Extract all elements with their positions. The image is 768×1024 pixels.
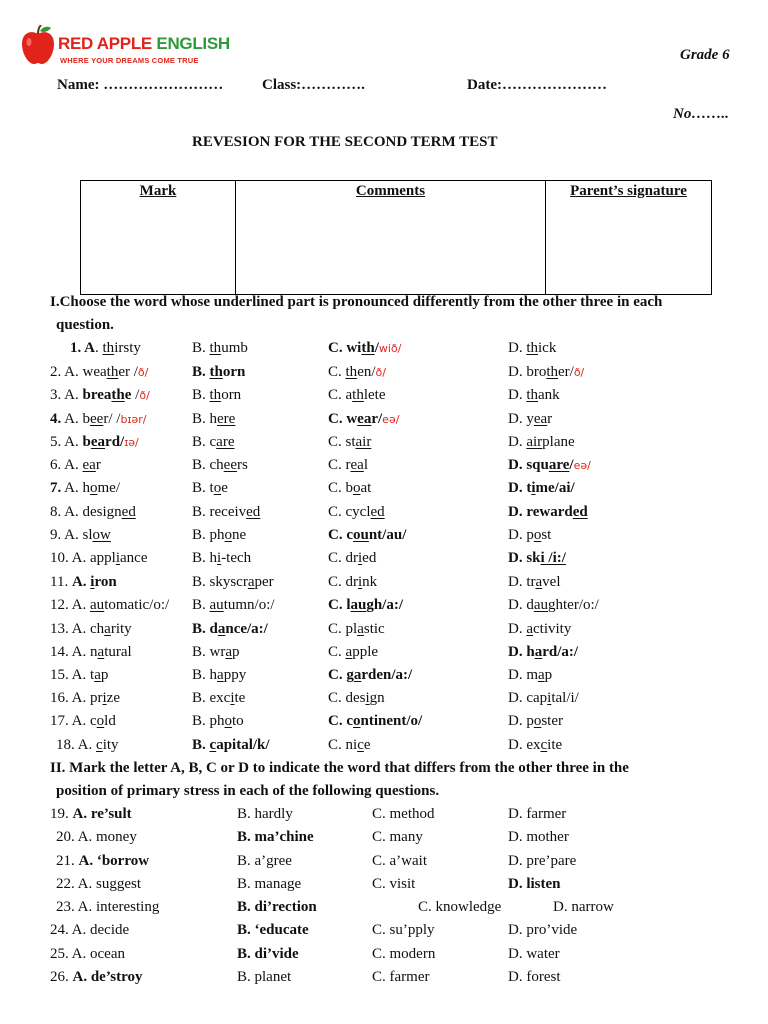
q11-c: C. drink [328, 574, 378, 590]
q23-d: D. narrow [553, 899, 614, 915]
q16-d: D. capital/i/ [508, 690, 579, 706]
q14-c: C. apple [328, 644, 379, 660]
q6-c: C. real [328, 457, 368, 473]
q6-d: D. square/eə/ [508, 457, 591, 473]
name-field: Name: …………………… [57, 77, 224, 93]
q17-b: B. photo [192, 713, 244, 729]
q23-c: C. knowledge [418, 899, 502, 915]
q21-d: D. pre’pare [508, 853, 577, 869]
q22-d: D. listen [508, 876, 561, 892]
q18-c: C. nice [328, 737, 371, 753]
grade-label: Grade 6 [680, 47, 730, 63]
q16-b: B. excite [192, 690, 246, 706]
q19-a: 19. A. re’sult [50, 806, 132, 822]
brand-red: RED APPLE [58, 34, 152, 53]
q15-a: 15. A. tap [50, 667, 109, 683]
q24-a: 24. A. decide [50, 922, 130, 938]
q16-a: 16. A. prize [50, 690, 120, 706]
q1-c: C. with/wið/ [328, 340, 402, 356]
q20-b: B. ma’chine [237, 829, 314, 845]
q17-a: 17. A. cold [50, 713, 116, 729]
apple-logo-icon [20, 25, 56, 65]
q20-a: 20. A. money [56, 829, 137, 845]
q15-b: B. happy [192, 667, 247, 683]
signature-header: Parent’s signature [570, 183, 687, 199]
q25-b: B. di’vide [237, 946, 299, 962]
q9-c: C. count/au/ [328, 527, 407, 543]
section1-instruction-cont: question. [56, 317, 114, 333]
q14-b: B. wrap [192, 644, 240, 660]
q3-d: D. thank [508, 387, 560, 403]
q22-c: C. visit [372, 876, 416, 892]
q8-a: 8. A. designed [50, 504, 136, 520]
q7-c: C. boat [328, 480, 372, 496]
q2-b: B. thorn [192, 364, 246, 380]
q3-a: 3. A. breathe /ð/ [50, 387, 150, 403]
q8-d: D. rewarded [508, 504, 588, 520]
mark-header: Mark [139, 183, 177, 199]
q25-d: D. water [508, 946, 560, 962]
q1-b: B. thumb [192, 340, 248, 356]
q13-a: 13. A. charity [50, 621, 132, 637]
class-field: Class:…………. [262, 77, 365, 93]
q4-b: B. here [192, 411, 236, 427]
q1-a: 1. A. thirsty [70, 340, 141, 356]
q9-a: 9. A. slow [50, 527, 111, 543]
q13-b: B. dance/a:/ [192, 621, 268, 637]
q10-c: C. dried [328, 550, 377, 566]
section2-instruction: II. Mark the letter A, B, C or D to indicate the word that differs from the other three in the [50, 760, 629, 776]
q11-d: D. travel [508, 574, 561, 590]
q17-d: D. poster [508, 713, 564, 729]
q15-d: D. map [508, 667, 553, 683]
q11-a: 11. A. iron [50, 574, 117, 590]
q9-b: B. phone [192, 527, 247, 543]
q19-b: B. hardly [237, 806, 293, 822]
q10-a: 10. A. appliance [50, 550, 148, 566]
q21-a: 21. A. ‘borrow [56, 853, 150, 869]
section1-instruction: I.Choose the word whose underlined part is pronounced differently from the other three in each [50, 294, 663, 310]
q21-c: C. a’wait [372, 853, 427, 869]
q20-d: D. mother [508, 829, 569, 845]
q19-d: D. farmer [508, 806, 567, 822]
q23-a: 23. A. interesting [56, 899, 160, 915]
q12-a: 12. A. automatic/o:/ [50, 597, 170, 613]
comments-header: Comments [355, 183, 426, 199]
q11-b: B. skyscraper [192, 574, 274, 590]
page-title: REVESION FOR THE SECOND TERM TEST [192, 134, 498, 150]
q9-d: D. post [508, 527, 552, 543]
q12-d: D. daughter/o:/ [508, 597, 599, 613]
q15-c: C. garden/a:/ [328, 667, 413, 683]
q26-c: C. farmer [372, 969, 430, 985]
q5-a: 5. A. beard/ɪə/ [50, 434, 139, 450]
q20-c: C. many [372, 829, 423, 845]
q1-d: D. thick [508, 340, 557, 356]
q24-b: B. ‘educate [237, 922, 309, 938]
q18-d: D. excite [508, 737, 563, 753]
q25-c: C. modern [372, 946, 436, 962]
q14-d: D. hard/a:/ [508, 644, 579, 660]
number-field: No…….. [673, 106, 729, 122]
mark-table [80, 180, 712, 295]
q24-c: C. su’pply [372, 922, 435, 938]
q10-b: B. hi-tech [192, 550, 252, 566]
q12-b: B. autumn/o:/ [192, 597, 275, 613]
q24-d: D. pro’vide [508, 922, 578, 938]
q21-b: B. a’gree [237, 853, 292, 869]
brand-tagline: WHERE YOUR DREAMS COME TRUE [60, 56, 199, 65]
date-field: Date:………………… [467, 77, 607, 93]
q13-c: C. plastic [328, 621, 385, 637]
q16-c: C. design [328, 690, 385, 706]
q6-a: 6. A. ear [50, 457, 101, 473]
q18-b: B. capital/k/ [192, 737, 270, 753]
q2-a: 2. A. weather /ð/ [50, 364, 149, 380]
q22-a: 22. A. suggest [56, 876, 142, 892]
q5-b: B. care [192, 434, 235, 450]
q3-c: C. athlete [328, 387, 386, 403]
q26-b: B. planet [237, 969, 292, 985]
q19-c: C. method [372, 806, 435, 822]
q26-d: D. forest [508, 969, 561, 985]
q14-a: 14. A. natural [50, 644, 132, 660]
q7-d: D. time/ai/ [508, 480, 575, 496]
q18-a: 18. A. city [56, 737, 119, 753]
q4-d: D. year [508, 411, 553, 427]
q25-a: 25. A. ocean [50, 946, 125, 962]
q2-d: D. brother/ð/ [508, 364, 585, 380]
brand-name [58, 34, 230, 54]
q22-b: B. manage [237, 876, 302, 892]
q13-d: D. activity [508, 621, 572, 637]
q5-d: D. airplane [508, 434, 575, 450]
section2-instruction-cont: position of primary stress in each of the following questions. [56, 783, 440, 799]
q4-c: C. wear/eə/ [328, 411, 400, 427]
q8-c: C. cycled [328, 504, 385, 520]
q8-b: B. received [192, 504, 261, 520]
q6-b: B. cheers [192, 457, 248, 473]
q12-c: C. laugh/a:/ [328, 597, 404, 613]
brand-green: ENGLISH [156, 34, 230, 53]
q26-a: 26. A. de’stroy [50, 969, 143, 985]
q4-a: 4. A. beer/ /bɪər/ [50, 411, 147, 427]
q10-d: D. ski /i:/ [508, 550, 566, 566]
q23-b: B. di’rection [237, 899, 317, 915]
q7-a: 7. A. home/ [50, 480, 121, 496]
q7-b: B. toe [192, 480, 228, 496]
q17-c: C. continent/o/ [328, 713, 423, 729]
q3-b: B. thorn [192, 387, 242, 403]
q2-c: C. then/ð/ [328, 364, 386, 380]
q5-c: C. stair [328, 434, 372, 450]
